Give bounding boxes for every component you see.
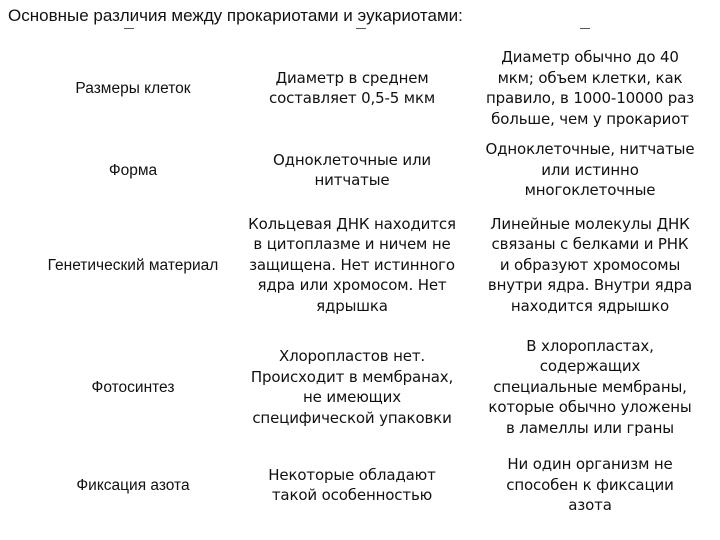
header-mark xyxy=(356,28,366,34)
prokaryotes-cell: Хлоропластов нет. Происходит в мембранах, не имеющих специфической упаковки xyxy=(250,347,454,427)
eukaryotes-cell: Ни один организм не способен к фиксации азота xyxy=(506,455,674,515)
prokaryotes-cell: Кольцевая ДНК находится в цитоплазме и ничем не защищена. Нет истинного ядра или хромосом. Нет ядрышка xyxy=(248,214,456,315)
table-row-shape xyxy=(0,134,720,206)
eukaryotes-cell: Одноклеточные, нитчатые или истинно многоклеточные xyxy=(485,140,695,200)
row-label: Фотосинтез xyxy=(91,378,175,396)
header-mark xyxy=(124,28,134,34)
page-title: Основные различия между прокариотами и эукариотами: xyxy=(8,6,463,25)
eukaryotes-cell: Линейные молекулы ДНК связаны с белками и РНК и образуют хромосомы внутри ядра. Внутри ядра находится ядрышко xyxy=(487,214,693,315)
table-row-photosynthesis xyxy=(0,328,720,446)
table-row-nitrogen-fixation xyxy=(0,448,720,522)
row-label: Генетический материал xyxy=(47,256,219,274)
prokaryotes-cell: Одноклеточные или нитчатые xyxy=(273,150,431,189)
prokaryotes-cell: Некоторые обладают такой особенностью xyxy=(268,465,436,504)
row-label: Форма xyxy=(108,161,158,179)
header-row-remnants xyxy=(0,28,720,38)
row-label: Размеры клеток xyxy=(75,79,191,97)
header-mark xyxy=(580,28,590,34)
table-row-cell-size xyxy=(0,40,720,136)
eukaryotes-cell: Диаметр обычно до 40 мкм; объем клетки, как правило, в 1000-10000 раз больше, чем у прокариот xyxy=(485,48,695,128)
eukaryotes-cell: В хлоропластах, содержащих специальные мембраны, которые обычно уложены в ламеллы или граны xyxy=(488,336,692,437)
row-label: Фиксация азота xyxy=(76,476,190,494)
prokaryotes-cell: Диаметр в среднем составляет 0,5-5 мкм xyxy=(268,68,436,107)
table-row-genetic-material xyxy=(0,205,720,325)
